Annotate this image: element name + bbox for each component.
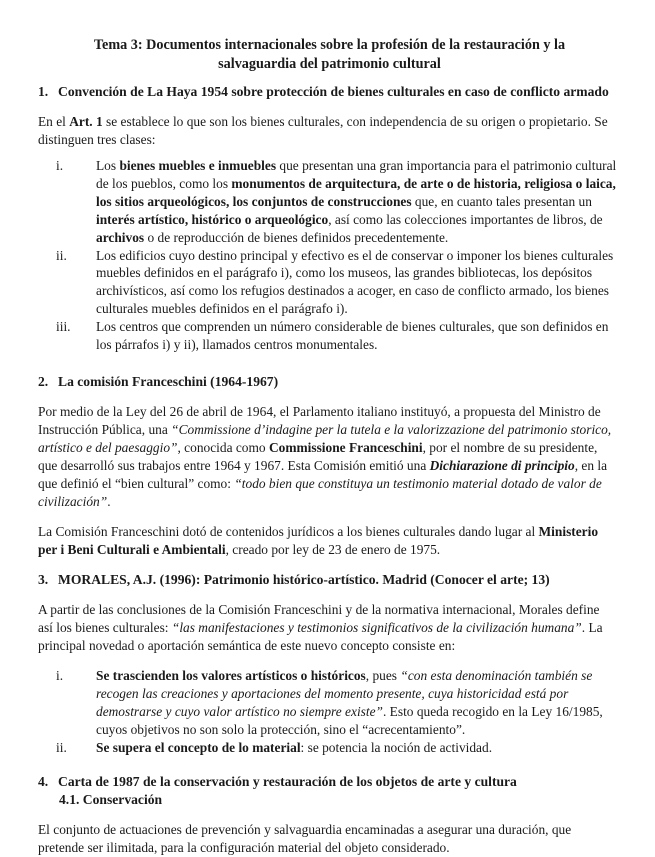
list-item: i. Se trascienden los valores artísticos o históricos, pues “con esta denominación también se recogen las creaciones y aportaciones del momento presente, cuya historicidad está por demostrarse y cuyo valor artístico no siempre existe”. Esto queda recogido en la Ley 16/1985, cuyos objetivos no son solo la protección, sino el “acrecentamiento”. xyxy=(56,667,603,737)
section-1 xyxy=(38,83,617,354)
section-3-list xyxy=(38,667,617,757)
section-1-list xyxy=(38,157,617,354)
section-4-number: 4. xyxy=(38,773,49,789)
list-item: ii. Los edificios cuyo destino principal y efectivo es el de conservar o imponer los bienes culturales muebles definidos en el parágrafo i), como los museos, las grandes bibliotecas, los depósitos archivísticos, así como los refugios destinados a acoger, en caso de conflicto armado, los bienes culturales muebles definidos en el parágrafo i). xyxy=(56,247,614,317)
section-2-paragraph-1: Por medio de la Ley del 26 de abril de 1964, el Parlamento italiano instituyó, a propuesta del Ministro de Instrucción Pública, una “Commissione d’indagine per la tutela e la valorizzazione del patrimonio storico, artístico e del paesaggio”, conocida como Commissione Franceschini, por el nombre de su presidente, que desarrolló sus trabajos entre 1964 y 1967. Esta Comisión emitió una Dichiarazione di principio, en la que definió el “bien cultural” como: “todo bien que constituya un testimonio material dotado de valor de civilización”. xyxy=(38,403,612,509)
section-1-intro: En el Art. 1 se establece lo que son los bienes culturales, con independencia de su origen o propietario. Se distinguen tres clases: xyxy=(38,114,608,147)
section-3-title: MORALES, A.J. (1996): Patrimonio histórico-artístico. Madrid (Conocer el arte; 13) xyxy=(58,571,550,587)
section-4 xyxy=(38,773,617,857)
section-2-paragraph-2: La Comisión Franceschini dotó de contenidos jurídicos a los bienes culturales dando lugar al Ministerio per i Beni Culturali e Ambientali, creado por ley de 23 de enero de 1975. xyxy=(38,523,599,557)
title-line-2: salvaguardia del patrimonio cultural xyxy=(218,56,441,72)
list-item: i. Los bienes muebles e inmuebles que presentan una gran importancia para el patrimonio cultural de los pueblos, como los monumentos de arquitectura, de arte o de historia, religiosa o laica, los sitios arqueológicos, los conjuntos de construcciones que, en cuanto tales presentan un interés artístico, histórico o arqueológico, así como las colecciones importantes de libros, de archivos o de reproducción de bienes definidos precedentemente. xyxy=(56,158,617,245)
section-3-paragraph-1: A partir de las conclusiones de la Comisión Franceschini y de la normativa internacional, Morales define así los bienes culturales: “las manifestaciones y testimonios significativos de la civilización humana”. La principal novedad o aportación semántica de este nuevo concepto consiste en: xyxy=(38,601,603,653)
section-1-heading xyxy=(38,83,617,101)
section-3 xyxy=(38,571,617,757)
section-4-1-heading: 4.1. Conservación xyxy=(59,791,163,807)
section-3-number: 3. xyxy=(38,571,49,587)
section-4-heading xyxy=(38,773,617,791)
section-2-title: La comisión Franceschini (1964-1967) xyxy=(58,373,279,389)
list-item: ii. Se supera el concepto de lo material: se potencia la noción de actividad. xyxy=(56,739,493,755)
section-4-paragraph-1: El conjunto de actuaciones de prevención y salvaguardia encaminadas a asegurar una duración, que pretende ser ilimitada, para la configuración material del objeto considerado. xyxy=(38,821,572,855)
section-1-title: Convención de La Haya 1954 sobre protección de bienes culturales en caso de conflicto armado xyxy=(58,84,609,99)
section-2 xyxy=(38,373,617,559)
document-title xyxy=(38,0,617,74)
section-1-number: 1. xyxy=(38,84,49,99)
section-2-number: 2. xyxy=(38,373,49,389)
list-item: iii. Los centros que comprenden un número considerable de bienes culturales, que son definidos en los párrafos i) y ii), llamados centros monumentales. xyxy=(56,319,609,353)
title-line-1: Tema 3: Documentos internacionales sobre la profesión de la restauración y la xyxy=(93,37,566,53)
section-2-heading xyxy=(38,373,617,391)
section-4-title: Carta de 1987 de la conservación y restauración de los objetos de arte y cultura xyxy=(58,773,517,789)
section-3-heading xyxy=(38,571,617,589)
